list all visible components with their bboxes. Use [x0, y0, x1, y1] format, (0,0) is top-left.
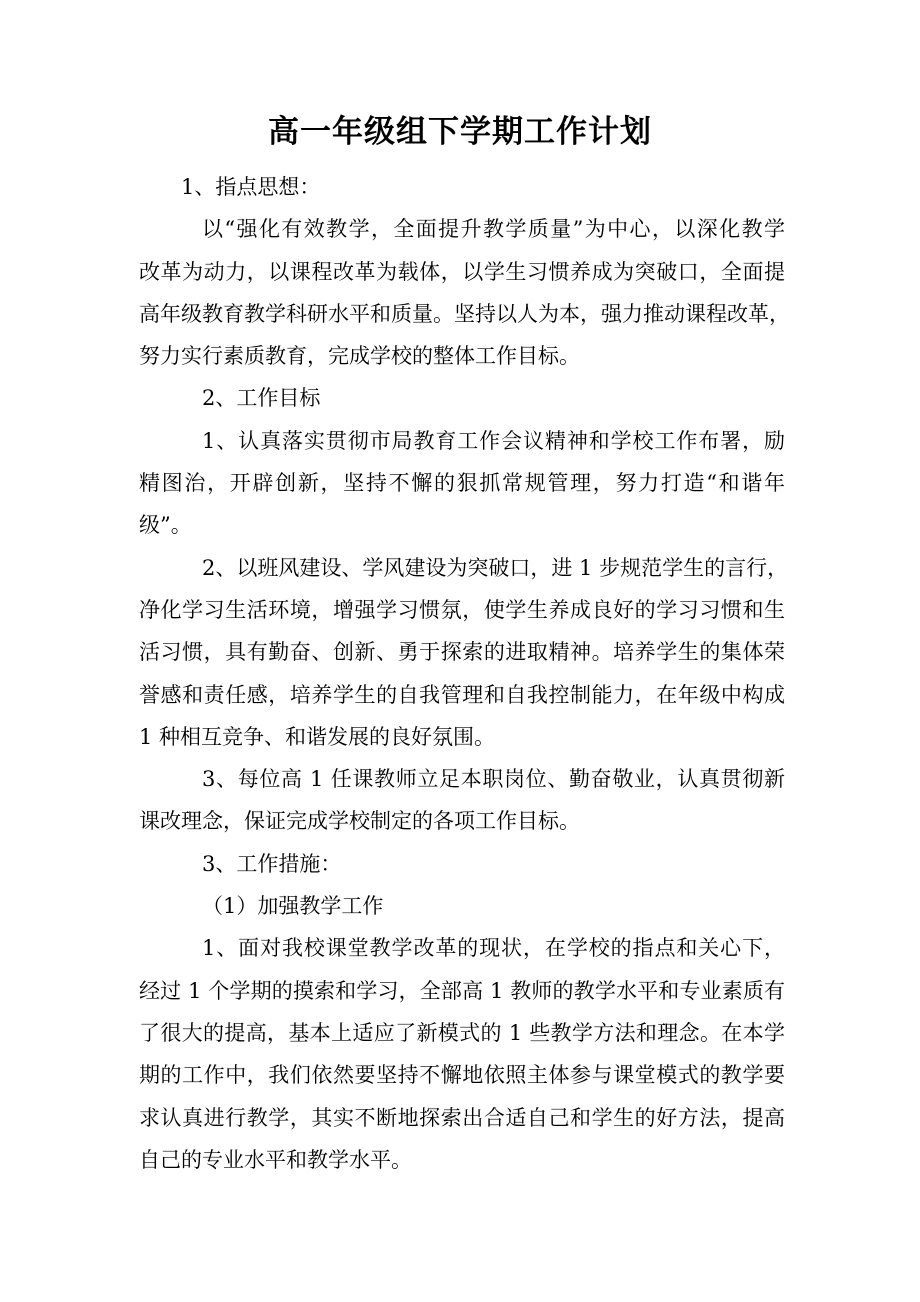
paragraph-line: 2、以班风建设、学风建设为突破口，进 1 步规范学生的言行，	[202, 555, 789, 580]
paragraph-line: 3、每位高 1 任课教师立足本职岗位、勤奋敬业，认真贯彻新	[202, 767, 785, 792]
paragraph-line: 誉感和责任感，培养学生的自我管理和自我控制能力，在年级中构成	[139, 682, 785, 707]
paragraph-line: 1、面对我校课堂教学改革的现状，在学校的指点和关心下，	[202, 936, 785, 961]
paragraph-line: 活习惯，具有勤奋、创新、勇于探索的进取精神。培养学生的集体荣	[139, 640, 785, 665]
paragraph-line: 3、工作措施：	[202, 851, 342, 876]
paragraph	[139, 547, 789, 758]
paragraph-line: 改革为动力，以课程改革为载体，以学生习惯养成为突破口，全面提	[139, 259, 785, 284]
paragraph	[139, 166, 785, 208]
paragraph-line: 1、指点思想：	[181, 175, 321, 199]
paragraph-line: 自己的专业水平和教学水平。	[139, 1147, 412, 1172]
paragraph	[139, 843, 785, 885]
paragraph-line: 净化学习生活环境，增强学习惯氛，使学生养成良好的学习习惯和生	[139, 597, 785, 622]
paragraph-line: 2、工作目标	[202, 386, 321, 411]
paragraph	[139, 885, 785, 927]
paragraph-line: 精图治，开辟创新，坚持不懈的狠抓常规管理，努力打造“和谐年	[139, 471, 785, 496]
paragraph-line: 1 种相互竞争、和谐发展的良好氛围。	[139, 724, 496, 749]
paragraph-line: 1、认真落实贯彻市局教育工作会议精神和学校工作布署，励	[202, 428, 785, 453]
paragraph	[139, 377, 785, 419]
paragraph-line: （1）加强教学工作	[202, 894, 384, 919]
paragraph	[139, 420, 785, 547]
paragraph-line: 经过 1 个学期的摸索和学习，全部高 1 教师的教学水平和专业素质有	[139, 978, 785, 1003]
paragraph	[139, 208, 790, 377]
paragraph-line: 高年级教育教学科研水平和质量。坚持以人为本，强力推动课程改革，	[139, 301, 790, 326]
paragraph-line: 级”。	[139, 513, 192, 538]
paragraph-line: 以“强化有效教学，全面提升教学质量”为中心，以深化教学	[202, 217, 785, 242]
paragraph	[139, 758, 785, 843]
paragraph	[139, 927, 785, 1181]
paragraph-line: 课改理念，保证完成学校制定的各项工作目标。	[139, 809, 580, 834]
paragraph-line: 了很大的提高，基本上适应了新模式的 1 些教学方法和理念。在本学	[139, 1020, 785, 1045]
paragraph-line: 期的工作中，我们依然要坚持不懈地依照主体参与课堂模式的教学要	[139, 1063, 785, 1088]
document-body	[139, 166, 790, 1181]
paragraph-line: 求认真进行教学，其实不断地探索出合适自己和学生的好方法，提高	[139, 1105, 785, 1130]
paragraph-line: 努力实行素质教育，完成学校的整体工作目标。	[139, 344, 580, 369]
document-title: 高一年级组下学期工作计划	[268, 114, 652, 150]
